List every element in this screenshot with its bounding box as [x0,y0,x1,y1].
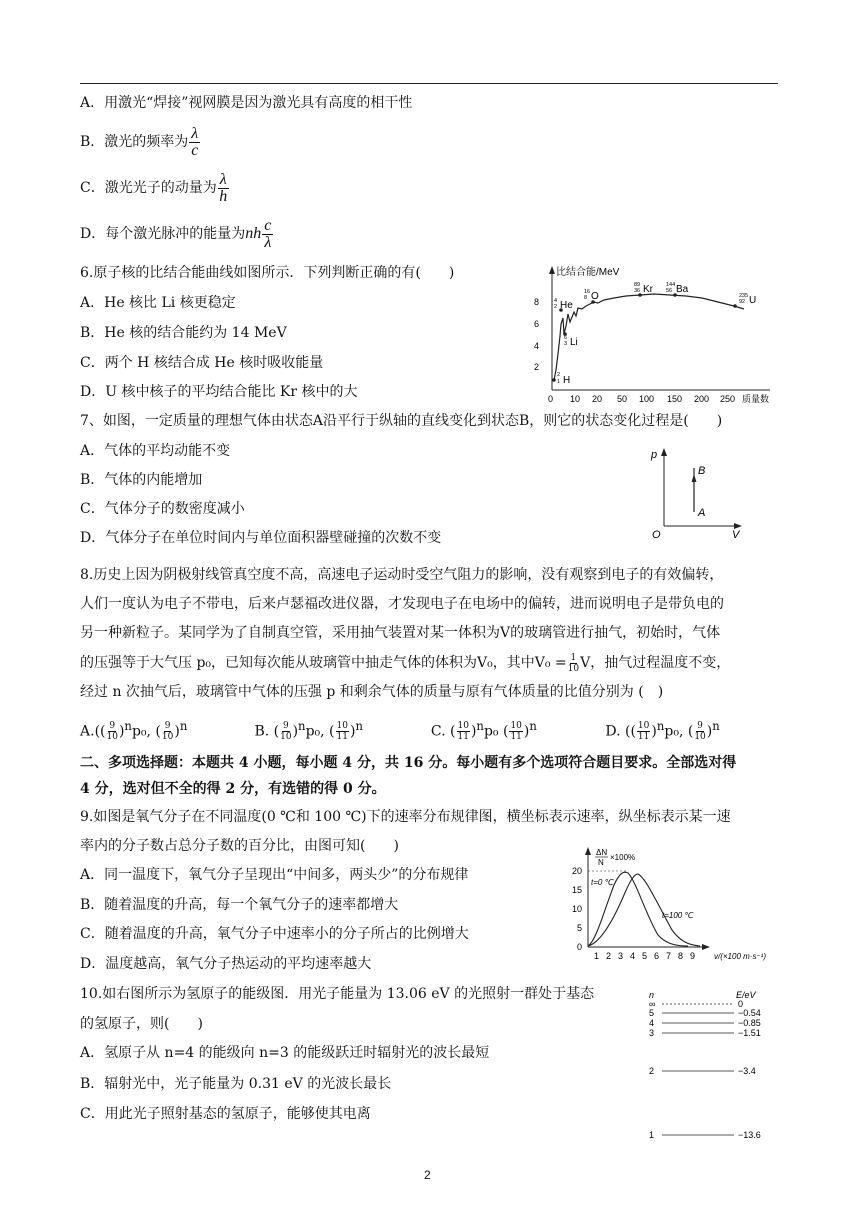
q5-option-d-text: D．每个激光脉冲的能量为 [80,226,246,242]
energy-level-1-n: 1 [649,1130,655,1140]
binding-label-u-charge: 92 [739,299,746,305]
binding-chart-ytick-2: 2 [534,362,540,372]
q10-line-1: 10.如右图所示为氢原子的能级图．用光子能量为 13.06 eV 的光照射一群处于基态 [80,986,595,1002]
q8-c-frac2-num: 10 [510,721,522,732]
binding-chart-xtick-0: 0 [548,394,554,404]
q8-option-c-label: C. [430,723,446,740]
energy-level-3-n: 3 [649,1028,655,1038]
q8-option-b: B. ( $\frac{9}{10}$ )$^n$p₀, ( $\frac{10}{11}$ )$^n$ [254,719,363,743]
energy-level-1-e: −13.6 [738,1130,761,1140]
q9-option-a: A．同一温度下，氧气分子呈现出“中间多，两头少”的分布规律 [80,867,469,883]
binding-chart-xlabel: 质量数 [742,394,770,404]
q8-a-frac1-den: 10 [106,732,118,743]
q10-option-c: C．用此光子照射基态的氢原子，能够使其电离 [80,1106,371,1122]
speed-chart-ylabel-suffix: ×100% [610,853,636,862]
energy-level-inf-e: 0 [738,999,744,1009]
speed-chart-t0-label: t=0 ℃ [591,878,614,887]
q6-option-b: B．He 核的结合能约为 14 MeV [80,325,287,341]
binding-label-kr-charge: 36 [634,288,641,294]
q5-b-num: λ [191,124,199,142]
section-2-heading-line-2: 4 分，选对但不全的得 2 分，有选错的得 0 分。 [80,781,386,797]
q10-option-a: A．氢原子从 n=4 的能级向 n=3 的能级跃迁时辐射光的波长最短 [80,1045,490,1061]
q8-line-4 [80,649,730,677]
q5-d-nh: nh [245,225,262,242]
binding-label-h: H [563,375,571,386]
q8-c-exp2: n [529,719,537,733]
speed-chart-ytick-15: 15 [572,885,583,895]
binding-label-h-charge: 1 [557,379,561,385]
q8-option-d-label: D. [605,723,621,740]
binding-label-o: O [591,291,599,302]
binding-label-li-mass: 6 [564,335,568,341]
binding-energy-curve [554,294,744,380]
binding-point-u [733,304,737,308]
pv-state-a-label: A [698,507,706,519]
q9-option-d: D．温度越高，氧气分子热运动的平均速率越大 [80,956,372,972]
q8-line-3: 另一种新粒子。某同学为了自制真空管，采用抽气装置对某一体积为V的玻璃管进行抽气，初始时，气体 [80,625,721,641]
q8-a-frac2-num: 9 [164,721,171,732]
q8-options [80,712,720,746]
energy-diagram-e-label: E/eV [736,990,756,1000]
q8-a-frac1 [107,721,118,742]
energy-level-inf-n: ∞ [649,999,656,1009]
energy-level-4-n: 4 [649,1018,655,1028]
q5-option-b-text: B．激光的频率为 [80,134,189,150]
binding-label-li: Li [570,337,578,348]
q8-option-a-label: A. [80,723,95,740]
pv-state-b-label: B [698,465,706,477]
binding-chart-xtick-250: 250 [720,394,736,404]
q8-c-frac1 [457,721,470,742]
speed-chart-xtick-9: 9 [690,951,696,961]
section-2-heading-line-1: 二、多项选择题：本题共 4 小题，每小题 4 分，共 16 分。每小题有多个选项符合题目要求。全部选对得 [80,755,737,771]
q8-line-4-part-b: V，抽气过程温度不变， [580,655,731,671]
pv-origin-label: O [652,529,661,540]
energy-level-4-e: −0.85 [738,1018,761,1028]
q8-a-frac2 [162,721,173,742]
q8-c-frac1-den: 11 [457,732,469,743]
q8-option-a: A.(( $\frac{9}{10}$ )$^n$p₀, ( $\frac{9}{10}$ )$^n$ [80,719,188,743]
q9-line-2: 率内的分子数占总分子数的百分比，由图可知( ) [80,838,399,854]
q9-line-1: 9.如图是氧气分子在不同温度(0 ℃和 100 ℃)下的速率分布规律图，横坐标表示速率，纵坐标表示某一速 [80,809,731,825]
speed-chart-xlabel: v/(×100 m·s⁻¹) [714,952,767,961]
header-rule [80,83,778,84]
binding-chart-xtick-100: 100 [639,394,655,404]
binding-chart-ytick-6: 6 [534,319,540,329]
binding-label-ba-mass: 144 [666,282,676,288]
speed-chart-xtick-8: 8 [678,951,684,961]
q5-option-a: A．用激光“焊接”视网膜是因为激光具有高度的相干性 [80,95,413,111]
binding-label-h-mass: 2 [557,372,561,378]
q10-line-2: 的氢原子，则( ) [80,1016,203,1032]
q8-line-2: 人们一度认为电子不带电，后来卢瑟福改进仪器，才发现电子在电场中的偏转，进而说明电子是带负电的 [80,596,724,612]
binding-chart-ytick-4: 4 [534,341,540,351]
q5-option-b [80,122,201,162]
binding-label-ba-charge: 56 [666,288,673,294]
energy-level-2-n: 2 [649,1066,655,1076]
q8-a-p0: p₀ [131,723,147,740]
q8-b-frac1 [280,721,291,742]
speed-chart-ytick-10: 10 [572,904,583,914]
q8-d-frac2 [694,721,705,742]
binding-label-u: U [749,295,757,306]
q8-b-frac2 [336,721,349,742]
q9-option-c: C．随着温度的升高，氧气分子中速率小的分子所占的比例增大 [80,926,469,942]
q8-v0-num: 1 [570,652,577,663]
q8-v0-den: 10 [567,663,580,674]
q8-option-b-label: B. [254,723,270,740]
q7-option-b: B．气体的内能增加 [80,472,203,488]
q6-option-a: A．He 核比 Li 核更稳定 [80,295,236,311]
q8-d-frac2-den: 10 [694,732,706,743]
speed-chart-ylabel-bottom: N [598,858,604,867]
speed-distribution-chart [566,845,786,963]
q5-d-num: c [264,216,272,234]
q8-b-frac2-num: 10 [336,721,348,732]
pv-process-arrow [692,474,697,482]
binding-chart-y-arrow [549,266,555,274]
speed-chart-xtick-6: 6 [654,951,660,961]
q8-d-frac2-num: 9 [697,721,703,732]
speed-chart-xtick-2: 2 [606,951,612,961]
q8-option-d: D. (( $\frac{10}{11}$ )$^n$p₀, ( $\frac{9}{10}$ )$^n$ [605,719,720,743]
speed-chart-xtick-3: 3 [618,951,624,961]
q5-c-fraction [218,172,229,205]
q8-a-frac1-num: 9 [109,721,116,732]
q5-option-d [80,214,274,254]
q7-option-a: A．气体的平均动能不变 [80,443,231,459]
q8-b-frac1-den: 10 [280,732,292,743]
speed-chart-t100-label: t=100 ℃ [662,911,694,920]
binding-chart-ylabel: 比结合能/MeV [556,267,620,278]
speed-chart-ytick-20: 20 [572,866,583,876]
q5-option-c-text: C．激光光子的动量为 [80,180,217,196]
binding-label-u-mass: 235 [739,293,749,299]
pv-v-label: V [732,529,740,540]
binding-chart-xtick-10: 10 [570,394,581,404]
q5-c-num: λ [219,170,227,188]
q8-a-exp1: n [124,719,132,733]
binding-energy-chart [530,262,780,410]
binding-label-he-charge: 2 [554,304,558,310]
binding-label-he: He [560,300,573,311]
energy-level-3-e: −1.51 [738,1028,761,1038]
energy-diagram-n-label: n [649,990,655,1000]
binding-chart-xtick-200: 200 [694,394,710,404]
q8-d-exp1: n [656,719,665,733]
energy-level-5-e: −0.54 [738,1008,761,1018]
binding-label-kr-mass: 89 [634,282,641,288]
q8-c-frac1-num: 10 [457,721,469,732]
q5-c-den: h [219,187,228,205]
q8-b-frac1-num: 9 [282,721,289,732]
binding-chart-xtick-150: 150 [667,394,683,404]
binding-label-he-mass: 4 [554,298,558,304]
binding-label-ba: Ba [676,284,689,295]
speed-chart-ylabel-top: ΔN [596,848,608,857]
q8-b-exp2: n [355,719,363,733]
q8-c-frac2-den: 11 [510,732,522,743]
speed-chart-ytick-0: 0 [577,942,583,952]
q8-c-exp1: n [476,719,484,733]
q5-d-den: λ [264,233,272,251]
q6-stem: 6.原子核的比结合能曲线如图所示．下列判断正确的有( ) [80,265,455,281]
binding-label-o-mass: 16 [584,289,591,295]
binding-label-o-charge: 8 [584,295,588,301]
q8-d-p0: p₀ [664,723,679,740]
q10-option-b: B．辐射光中，光子能量为 0.31 eV 的光波长最长 [80,1076,392,1092]
q5-d-fraction [262,218,273,251]
q7-stem: 7、如图，一定质量的理想气体由状态A沿平行于纵轴的直线变化到状态B，则它的状态变化过程是( ) [80,413,723,429]
speed-chart-xtick-4: 4 [630,951,636,961]
q8-d-exp2: n [712,719,720,733]
q8-a-exp2: n [179,719,188,733]
hydrogen-energy-level-diagram [644,986,784,1144]
binding-label-li-charge: 3 [564,341,568,347]
speed-chart-ytick-5: 5 [577,923,583,933]
page-number: 2 [424,1168,431,1182]
binding-label-kr: Kr [643,284,653,295]
speed-chart-y-arrow [585,847,591,855]
energy-level-5-n: 5 [649,1008,655,1018]
q8-v0-fraction [568,653,579,674]
q8-d-frac1 [637,721,650,742]
q8-d-frac1-den: 11 [637,732,650,743]
binding-chart-xtick-50: 50 [617,394,628,404]
q8-b-exp1: n [298,719,306,733]
q8-b-p0: p₀ [305,723,321,740]
q8-line-1: 8.历史上因为阴极射线管真空度不高，高速电子运动时受空气阻力的影响，没有观察到电子的有效偏转， [80,567,724,583]
q6-option-d: D．U 核中核子的平均结合能比 Kr 核中的大 [80,384,358,400]
q8-b-frac2-den: 11 [336,732,348,743]
binding-point-h [552,378,556,382]
q8-d-frac1-num: 10 [637,721,650,732]
energy-level-2-e: −3.4 [738,1066,756,1076]
speed-chart-xtick-1: 1 [594,951,600,961]
q5-b-fraction [189,126,200,159]
q7-option-c: C．气体分子的数密度减小 [80,501,245,517]
binding-chart-ytick-8: 8 [534,297,540,307]
q6-option-c: C．两个 H 核结合成 He 核时吸收能量 [80,355,324,371]
q8-c-p0: p₀ [483,723,499,740]
speed-chart-xtick-7: 7 [666,951,672,961]
q7-option-d: D．气体分子在单位时间内与单位面积器壁碰撞的次数不变 [80,530,442,546]
speed-chart-xtick-5: 5 [642,951,648,961]
binding-chart-xtick-20: 20 [592,394,603,404]
pv-diagram [646,444,746,540]
q8-option-c: C. ( $\frac{10}{11}$ )$^n$p₀ ( $\frac{10}{11}$ )$^n$ [430,719,537,743]
q8-line-4-part-a: 的压强等于大气压 p₀，已知每次能从玻璃管中抽走气体的体积为V₀，其中V₀ = [80,655,567,671]
q5-b-den: c [191,141,199,159]
q8-line-5: 经过 n 次抽气后，玻璃管中气体的压强 p 和剩余气体的质量与原有气体质量的比值分别为 ( ) [80,684,664,700]
q8-c-frac2 [509,721,522,742]
speed-chart-x-arrow [702,944,710,950]
q9-option-b: B．随着温度的升高，每一个氧气分子的速率都增大 [80,897,399,913]
q8-a-frac2-den: 10 [161,732,174,743]
pv-p-label: p [651,449,658,461]
pv-p-arrow [661,448,667,456]
q5-option-c [80,168,230,208]
